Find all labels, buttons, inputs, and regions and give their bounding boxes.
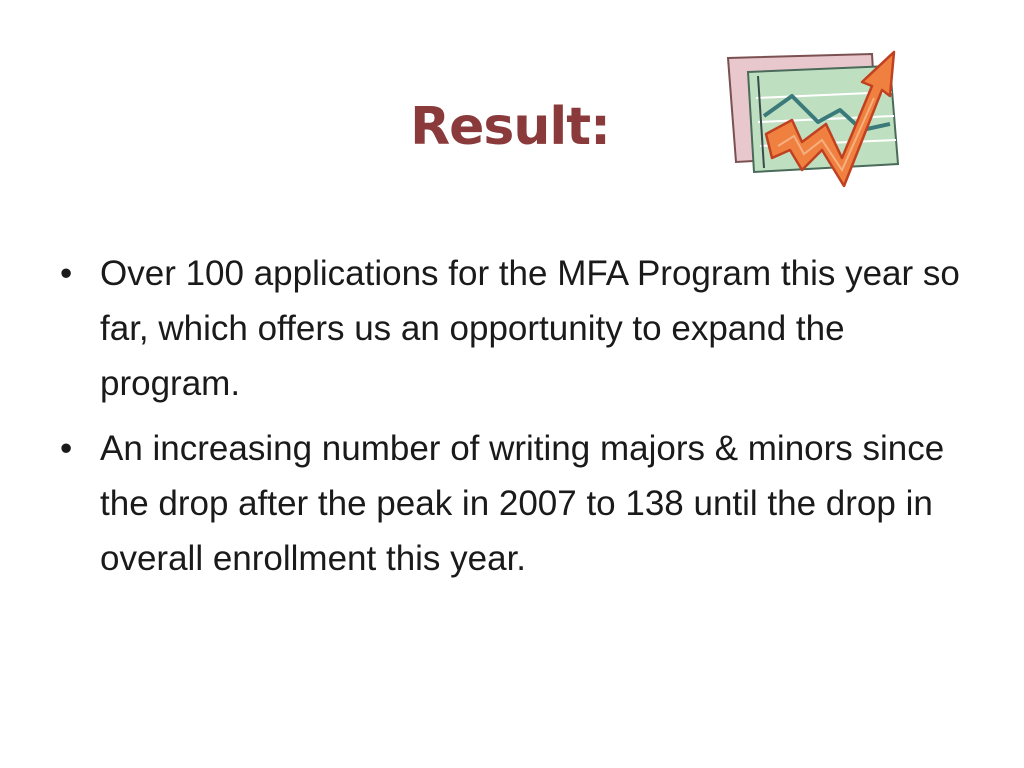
bullet-item <box>56 246 976 411</box>
bullet-item <box>56 421 976 586</box>
slide-title: Result: <box>410 97 610 157</box>
bullet-text: Over 100 applications for the MFA Program this year so far, which offers us an opportunity to expand the program. <box>100 254 960 403</box>
bullet-text: An increasing number of writing majors & minors since the drop after the peak in 2007 to 138 until the drop in overall enrollment this year. <box>100 429 945 578</box>
bullet-list <box>56 246 976 596</box>
rising-chart-arrow-icon <box>722 46 902 198</box>
bullet-glyph: • <box>60 254 73 293</box>
bullet-glyph: • <box>60 429 73 468</box>
